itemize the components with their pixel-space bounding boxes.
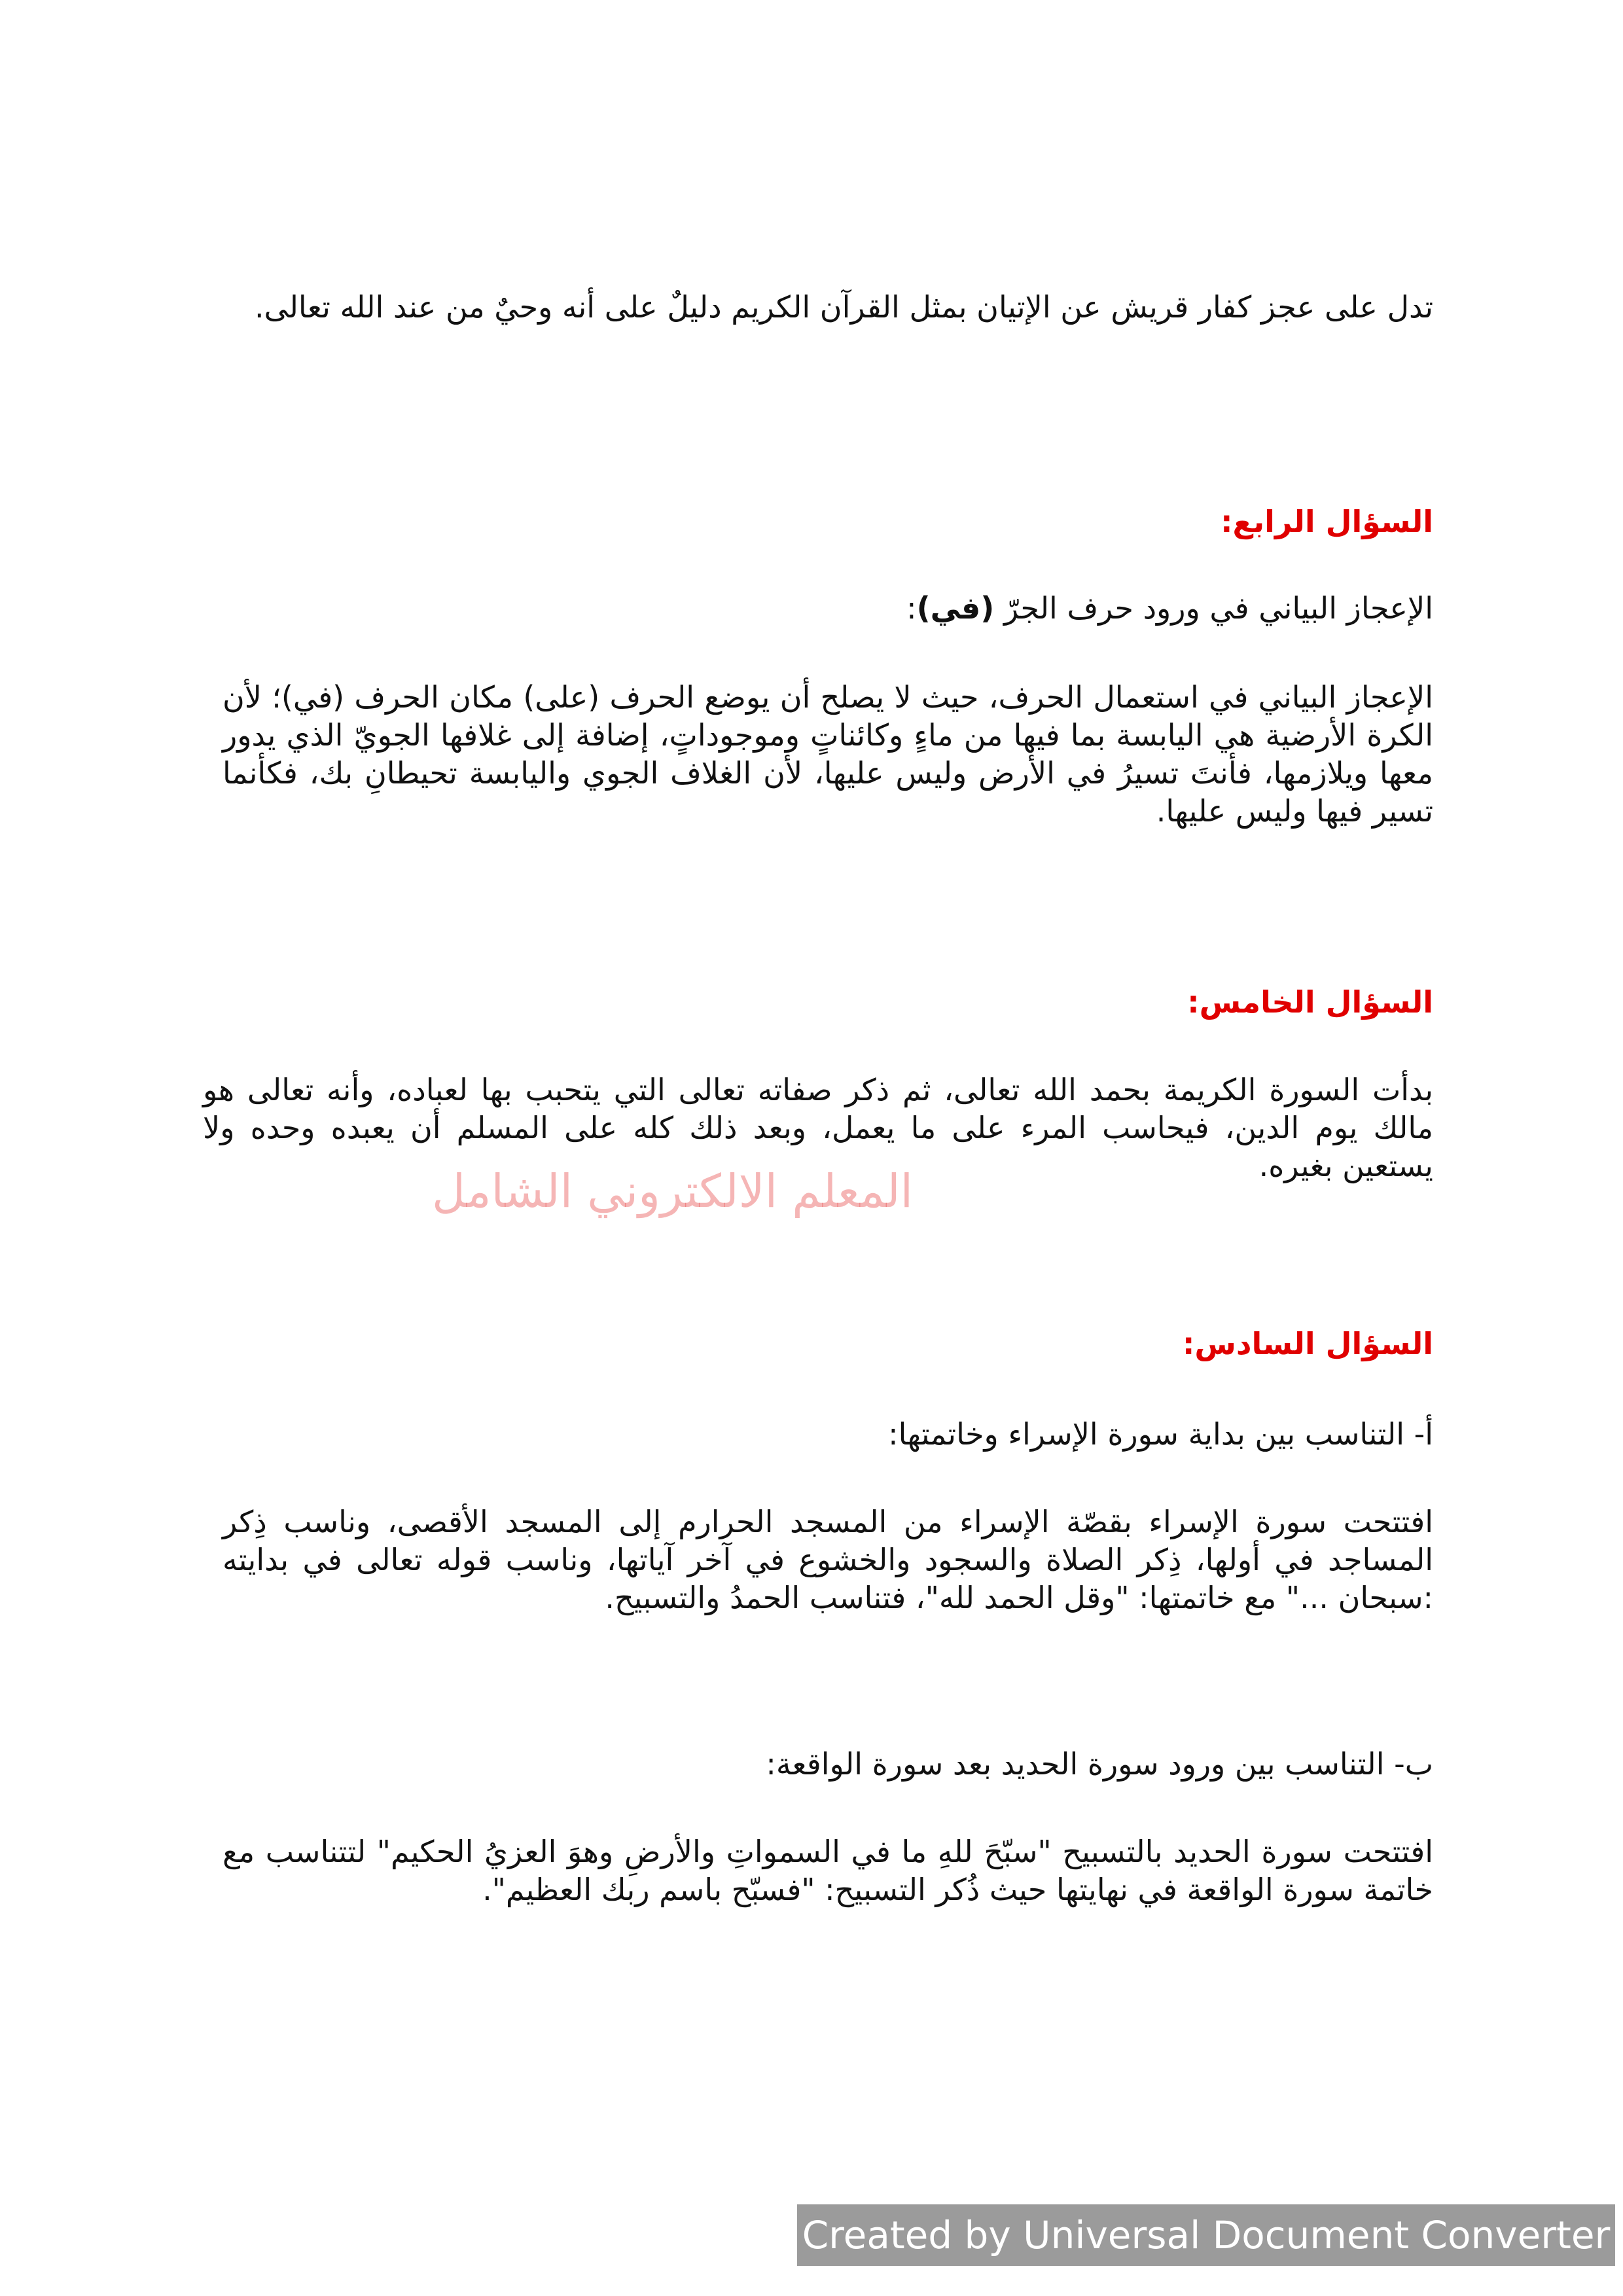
paragraph-intro: تدل على عجز كفار قريش عن الإتيان بمثل القرآن الكريم دليلٌ على أنه وحيٌ من عند الله تعالى.: [254, 289, 1433, 325]
document-page: [203, 0, 1433, 2296]
converter-footer-banner: Created by Universal Document Converter: [797, 2204, 1615, 2266]
question-4-subtitle-bold: (في): [916, 590, 995, 626]
question-4-subtitle-text: الإعجاز البياني في ورود حرف الجرّ: [994, 590, 1433, 626]
question-6a-answer: افتتحت سورة الإسراء بقصّة الإسراء من المسجد الحرارم إلى المسجد الأقصى، وناسب ذِكر المساجد في أولها، ذِكر الصلاة والسجود والخشوع في آخر آياتها، وناسب قوله تعالى في بدايته :سبحان ..." مع خاتمتها: "وقل الحمد لله"، فتناسب الحمدُ والتسبيح.: [223, 1504, 1433, 1615]
heading-question-5: السؤال الخامس:: [1187, 984, 1433, 1020]
question-4-subtitle: [223, 589, 1433, 627]
question-4-subtitle-colon: :: [906, 590, 917, 626]
question-6b-answer: افتتحت سورة الحديد بالتسبيح "سبّحَ للهِ ما في السمواتِ والأرضِ وهوَ العزيُ الحكيم" لتتناسب مع خاتمة سورة الواقعة في نهايتها حيث ذُكر التسبيح: "فسبّح باسم ربك العظيم".: [223, 1834, 1433, 1907]
heading-question-4: السؤال الرابع:: [1221, 504, 1433, 539]
question-4-answer: الإعجاز البياني في استعمال الحرف، حيث لا يصلح أن يوضع الحرف (على) مكان الحرف (في)؛ لأن الكرة الأرضية هي اليابسة بما فيها من ماءٍ وكائناتٍ وموجوداتٍ، إضافة إلى غلافها الجويّ الذي يدور معها ويلازمها، فأنتَ تسيرُ في الأرض وليس عليها، لأن الغلاف الجوي واليابسة تحيطانِ بك، فكأنما تسير فيها وليس عليها.: [223, 679, 1433, 829]
watermark-text: المعلم الالكتروني الشامل: [432, 1164, 914, 1218]
question-6b-title: ب- التناسب بين ورود سورة الحديد بعد سورة الواقعة:: [766, 1746, 1433, 1782]
heading-question-6: السؤال السادس:: [1183, 1326, 1433, 1361]
question-5-answer: بدأت السورة الكريمة بحمد الله تعالى، ثم ذكر صفاته تعالى التي يتحبب بها لعباده، وأنه تعالى هو مالك يوم الدين، فيحاسب المرء على ما يعمل، وبعد ذلك كله على المسلم أن يعبده وحده ولا يستعين بغيره.: [203, 1072, 1433, 1183]
question-6a-title: أ- التناسب بين بداية سورة الإسراء وخاتمتها:: [888, 1416, 1433, 1452]
